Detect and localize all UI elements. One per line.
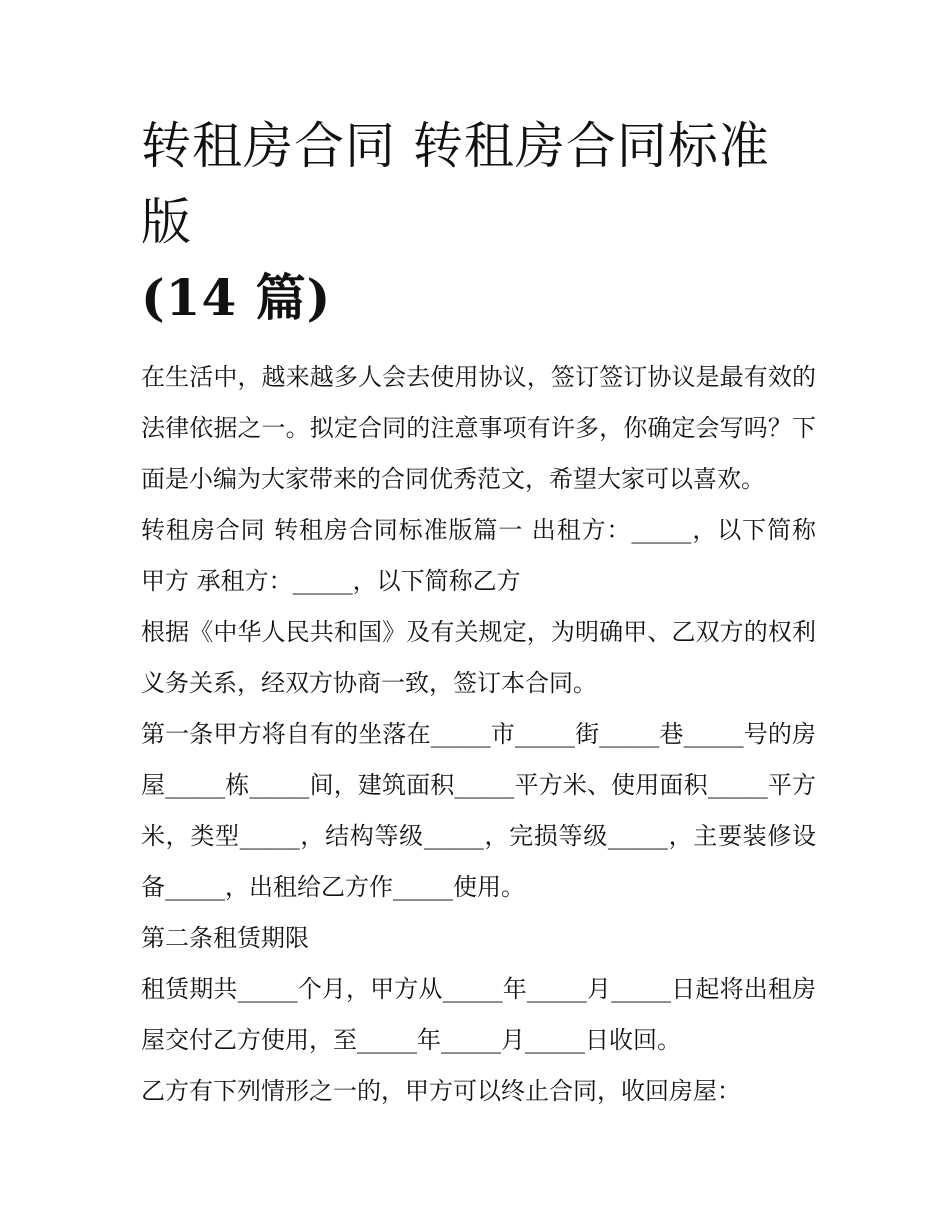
intro-paragraph: 在生活中，越来越多人会去使用协议，签订签订协议是最有效的法律依据之一。拟定合同的注意事项有许多，你确定会写吗？下面是小编为大家带来的合同优秀范文，希望大家可以喜欢。 (141, 363, 816, 493)
title-line-2: (14 篇) (141, 268, 332, 327)
article-1-paragraph: 第一条甲方将自有的坐落在_____市_____街_____巷_____号的房屋_____栋_____间，建筑面积_____平方米、使用面积_____平方米，类型_____，结构等级_____，完损等级_____，主要装修设备_____，出租给乙方作_____使用。 (141, 720, 816, 901)
document-body (141, 352, 816, 1117)
article-2-heading: 第二条租赁期限 (141, 924, 309, 952)
lease-term-paragraph: 租赁期共_____个月，甲方从_____年_____月_____日起将出租房屋交付乙方使用，至_____年_____月_____日收回。 (141, 975, 816, 1054)
termination-paragraph: 乙方有下列情形之一的，甲方可以终止合同，收回房屋： (141, 1077, 741, 1105)
title-line-1: 转租房合同 转租房合同标准版 (141, 117, 770, 251)
document-page (141, 108, 816, 1117)
basis-paragraph: 根据《中华人民共和国》及有关规定，为明确甲、乙双方的权利义务关系，经双方协商一致，签订本合同。 (141, 618, 816, 697)
document-title (141, 108, 816, 336)
parties-paragraph: 转租房合同 转租房合同标准版篇一 出租方：_____，以下简称甲方 承租方：_____，以下简称乙方 (141, 516, 816, 595)
